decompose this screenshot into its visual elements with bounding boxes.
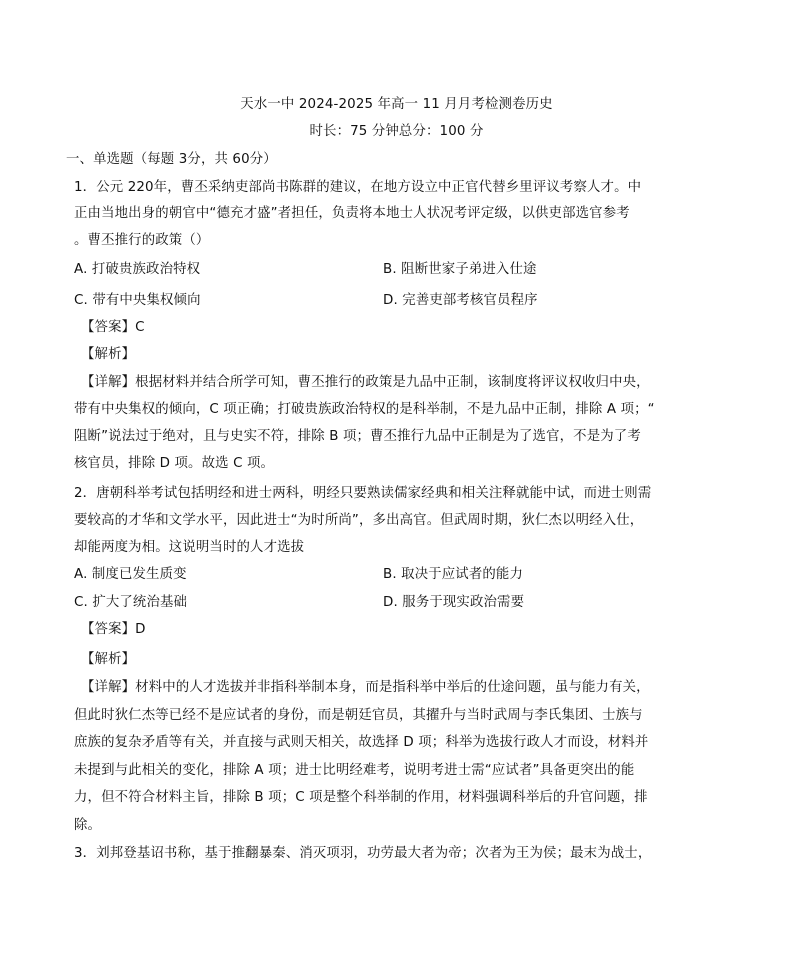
document-title: 天水一中 2024-2025 年高一 11 月月考检测卷历史 [240,97,553,112]
q1-stem-line-1: 1．公元 220年，曹丕采纳吏部尚书陈群的建议，在地方设立中正官代替乡里评议考察人才。中 [74,180,642,195]
q2-option-a: A. 制度已发生质变 [74,567,187,582]
q2-stem-line-3: 却能两度为相。这说明当时的人才选拔 [74,540,305,555]
q2-detail-line-3: 庶族的复杂矛盾等有关，并直接与武则天相关，故选择 D 项；科举为选拔行政人才而设，材料并 [74,735,649,750]
q3-stem-line-1: 3．刘邦登基诏书称，基于推翻暴秦、消灭项羽，功劳最大者为帝；次者为王为侯；最末为战士， [74,846,652,861]
q1-detail-line-1: 【详解】根据材料并结合所学可知，曹丕推行的政策是九品中正制，该制度将评议权收归中央， [81,375,650,390]
q2-detail-line-1: 【详解】材料中的人才选拔并非指科举制本身，而是指科举中举后的仕途问题，虽与能力有关， [81,680,650,695]
q1-option-a: A. 打破贵族政治特权 [74,262,201,277]
q2-answer: 【答案】D [81,622,146,637]
q2-stem-line-2: 要较高的才华和文学水平，因此进士“为时所尚”，多出高官。但武周时期，狄仁杰以明经入仕， [74,513,644,528]
q1-stem-line-3: 。曹丕推行的政策（） [74,233,210,248]
q2-analysis-label: 【解析】 [81,652,136,667]
q1-analysis-label: 【解析】 [81,347,136,362]
q2-option-c: C. 扩大了统治基础 [74,595,188,610]
q2-stem-line-1: 2．唐朝科举考试包括明经和进士两科，明经只要熟读儒家经典和相关注释就能中试，而进士则需 [74,486,652,501]
q2-detail-line-4: 未提到与此相关的变化，排除 A 项；进士比明经难考，说明考进士需“应试者”具备更突出的能 [74,763,635,778]
q2-detail-line-2: 但此时狄仁杰等已经不是应试者的身份，而是朝廷官员，其擢升与当时武周与李氏集团、士族与 [74,708,643,723]
q2-detail-line-6: 除。 [74,818,102,833]
document-subtitle: 时长：75 分钟总分：100 分 [309,124,484,139]
q1-option-b: B. 阻断世家子弟进入仕途 [383,262,537,277]
q1-detail-line-2: 带有中央集权的倾向，C 项正确；打破贵族政治特权的是科举制，不是九品中正制，排除 A 项；“ [74,402,655,417]
q2-option-b: B. 取决于应试者的能力 [383,567,524,582]
q1-detail-line-3: 阻断”说法过于绝对，且与史实不符，排除 B 项；曹丕推行九品中正制是为了选官，不是为了考 [74,429,641,444]
q1-answer: 【答案】C [81,320,145,335]
q1-option-d: D. 完善吏部考核官员程序 [383,293,538,308]
q1-stem-line-2: 正由当地出身的朝官中“德充才盛”者担任，负责将本地士人状况考评定级，以供吏部选官参考 [74,206,630,221]
q2-option-d: D. 服务于现实政治需要 [383,595,525,610]
q1-option-c: C. 带有中央集权倾向 [74,293,201,308]
section-heading: 一、单选题（每题 3分，共 60分） [66,152,277,167]
q2-detail-line-5: 力，但不符合材料主旨，排除 B 项；C 项是整个科举制的作用，材料强调科举后的升官问题，排 [74,790,648,805]
q1-detail-line-4: 核官员，排除 D 项。故选 C 项。 [74,456,275,471]
